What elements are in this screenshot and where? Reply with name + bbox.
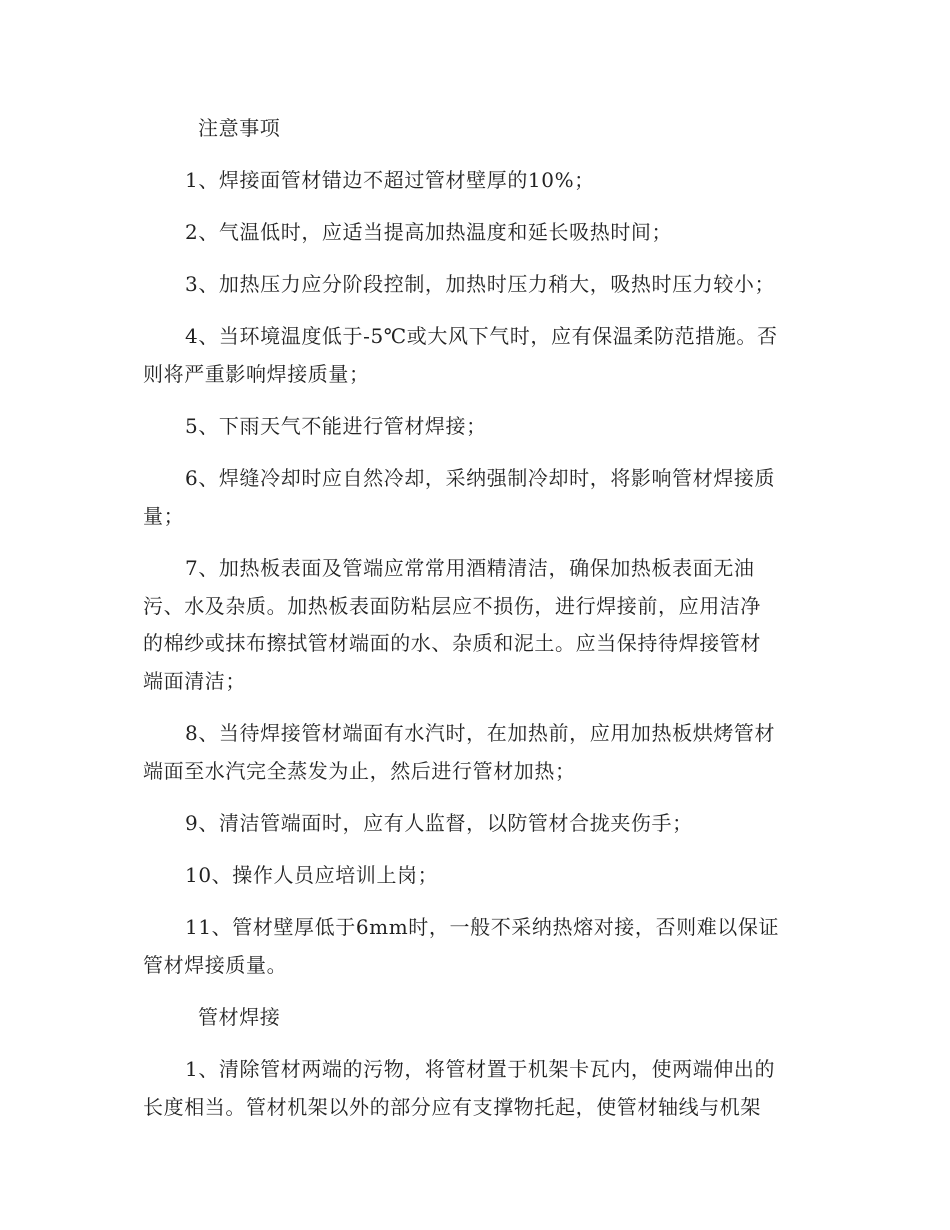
item-line: 长度相当。管材机架以外的部分应有支撑物托起，使管材轴线与机架 [143,1095,761,1119]
item-line: 5、下雨天气不能进行管材焊接； [185,414,487,438]
item-line: 10、操作人员应培训上岗； [185,863,439,887]
item-line: 管材焊接质量。 [143,953,288,977]
item-line: 污、水及杂质。加热板表面防粘层应不损伤，进行焊接前，应用洁净 [143,594,761,618]
item-line: 的棉纱或抹布擦拭管材端面的水、杂质和泥土。应当保持待焊接管材 [143,631,761,655]
item-line: 端面至水汽完全蒸发为止，然后进行管材加热； [143,759,576,783]
item-line: 11、管材壁厚低于6mm时，一般不采纳热熔对接，否则难以保证 [185,915,780,939]
item-line: 8、当待焊接管材端面有水汽时，在加热前，应用加热板烘烤管材 [185,721,776,745]
item-line: 9、清洁管端面时，应有人监督，以防管材合拢夹伤手； [185,811,693,835]
item-line: 3、加热压力应分阶段控制，加热时压力稍大，吸热时压力较小； [185,272,776,296]
item-line: 量； [143,504,185,528]
item-line: 1、焊接面管材错边不超过管材壁厚的10%； [185,168,595,192]
item-line: 7、加热板表面及管端应常常用酒精清洁，确保加热板表面无油 [185,556,755,580]
item-line: 4、当环境温度低于-5℃或大风下气时，应有保温柔防范措施。否 [185,324,778,348]
item-line: 6、焊缝冷却时应自然冷却，采纳强制冷却时，将影响管材焊接质 [185,466,776,490]
section-heading: 管材焊接 [198,1005,281,1029]
item-line: 端面清洁； [143,669,246,693]
item-line: 2、气温低时，应适当提高加热温度和延长吸热时间； [185,220,673,244]
section-heading: 注意事项 [198,116,281,140]
item-line: 则将严重影响焊接质量； [143,362,370,386]
item-line: 1、清除管材两端的污物，将管材置于机架卡瓦内，使两端伸出的 [185,1057,776,1081]
